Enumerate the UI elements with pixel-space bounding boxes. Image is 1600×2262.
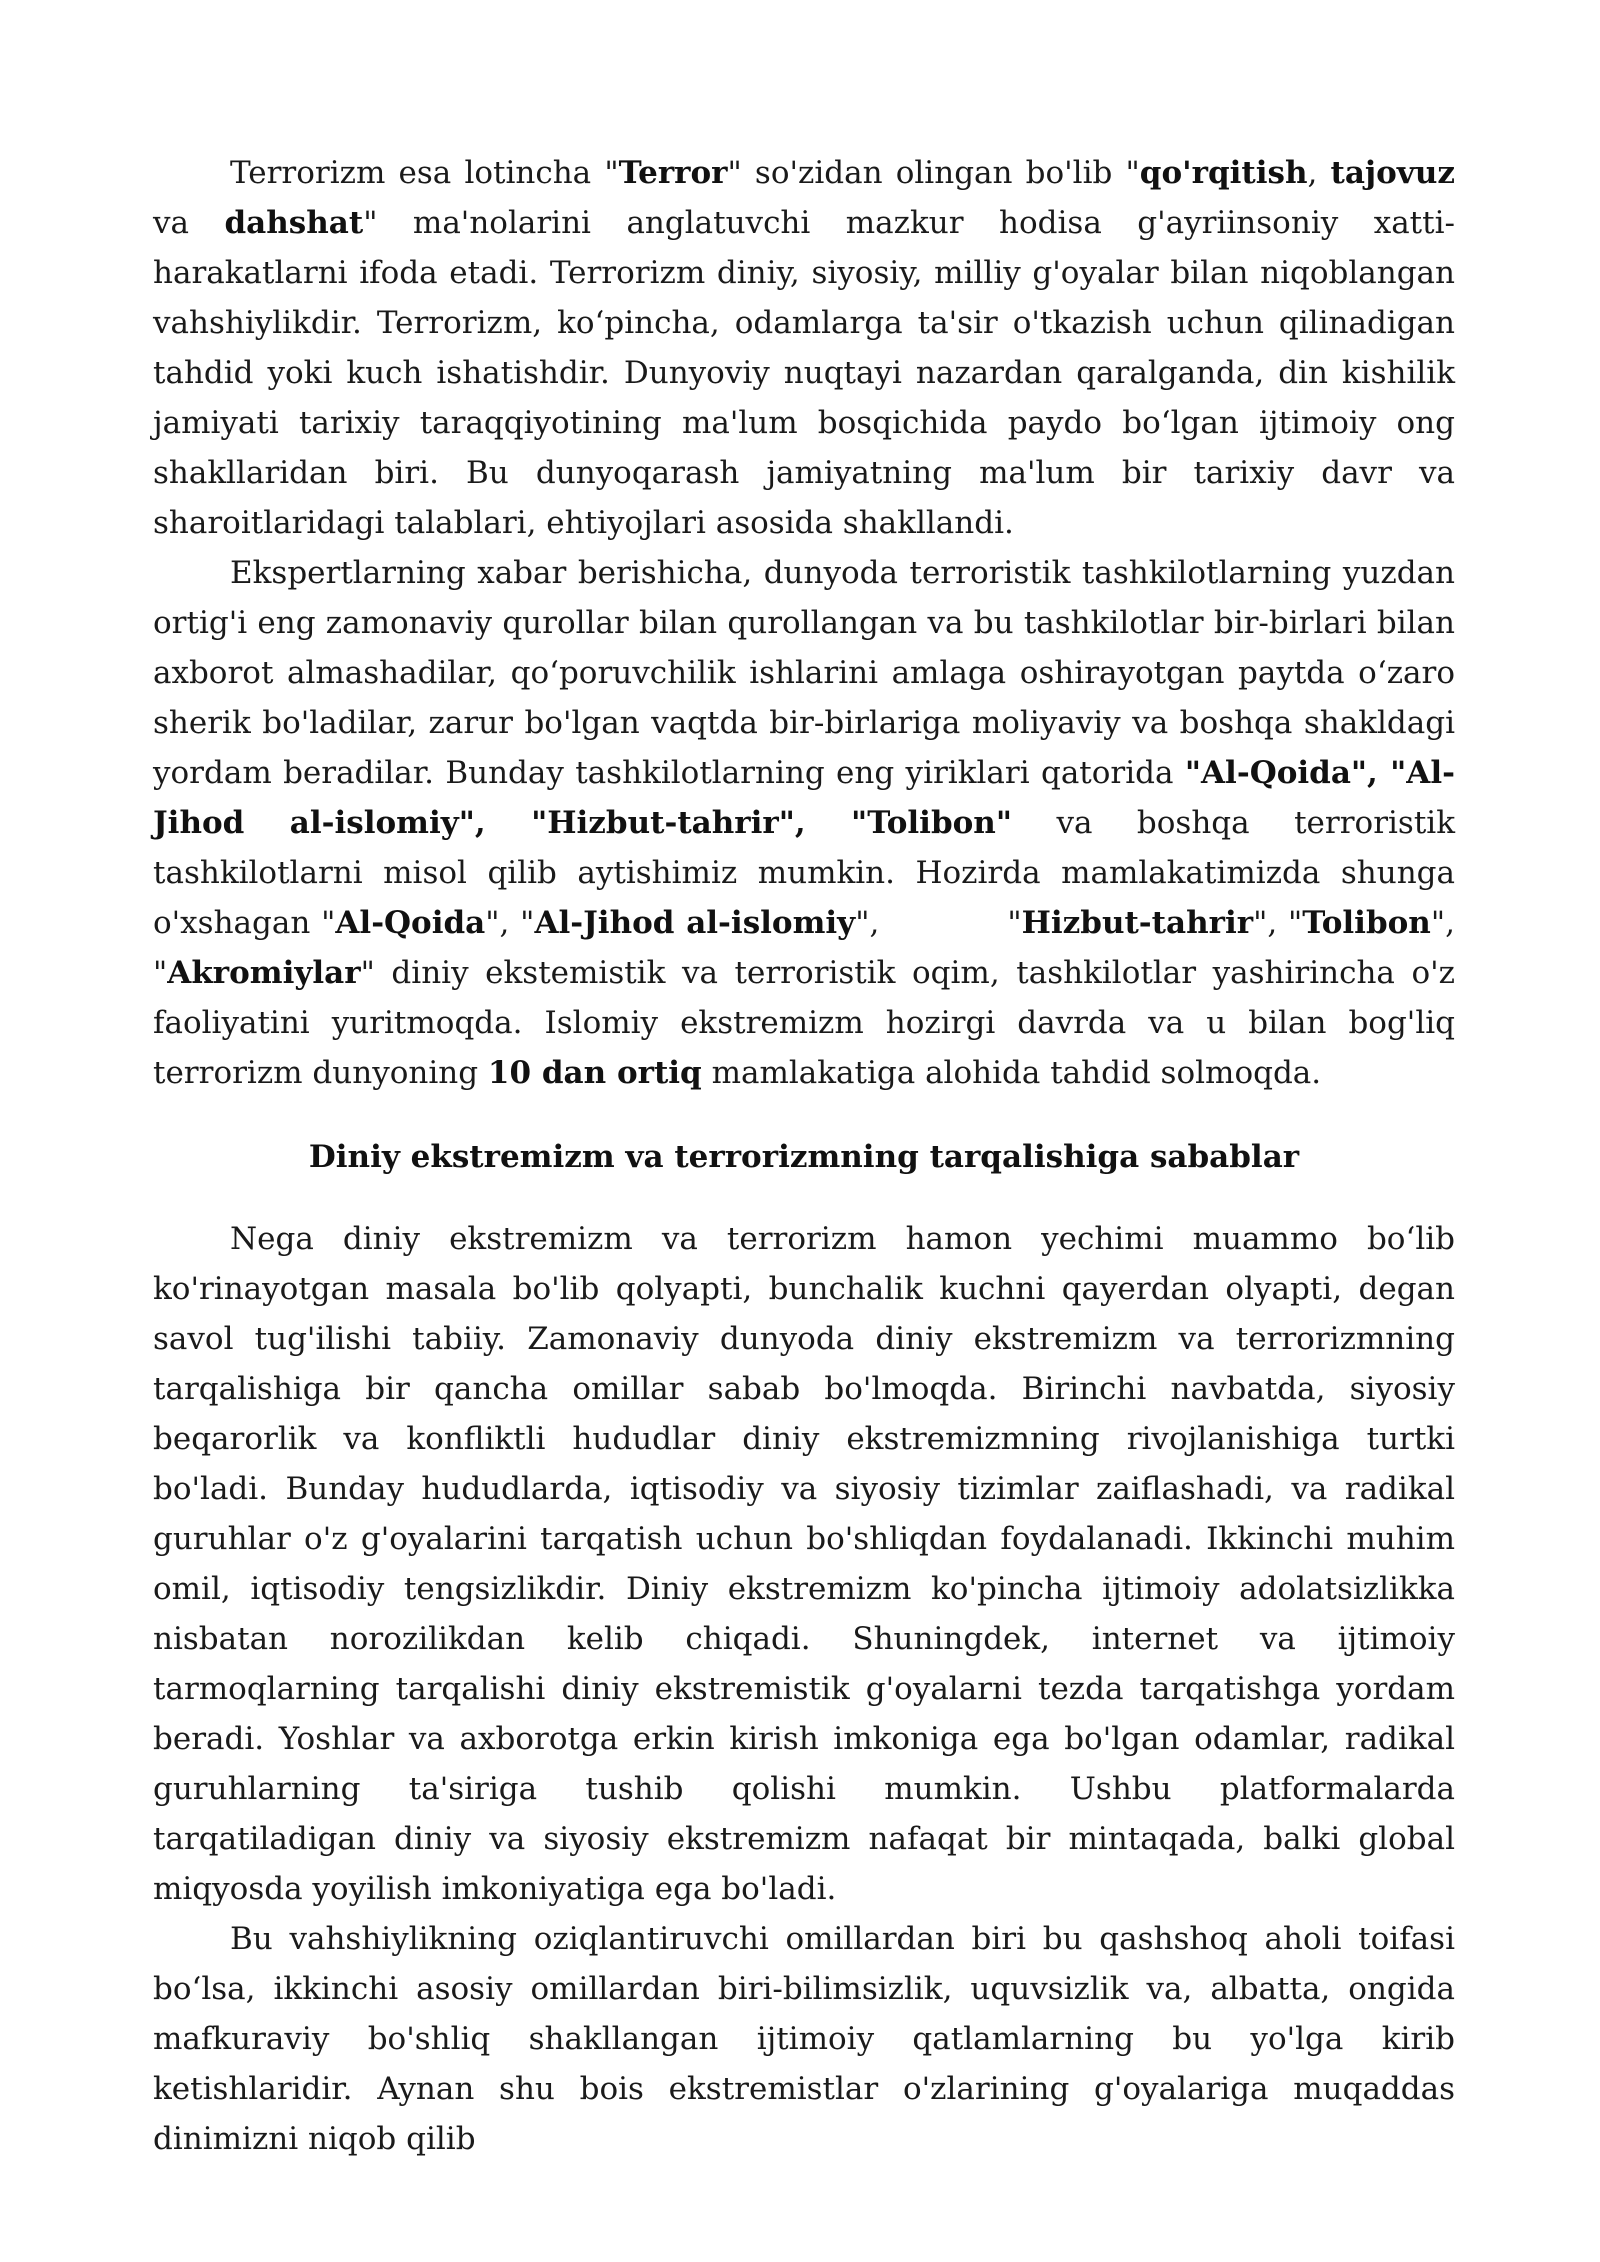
section-heading: Diniy ekstremizm va terrorizmning tarqalishiga sabablar bbox=[308, 1139, 1300, 1175]
text-run: " diniy ekstemistik va terroristik oqim, tashkilotlar yashirincha o'z faoliyatini yuritmoqda. Islomiy ekstremizm hozirgi davrda va u bilan bog'liq terrorizm dunyoning bbox=[153, 955, 1455, 1091]
bold-term: dahshat bbox=[224, 205, 364, 241]
text-run: ", bbox=[855, 905, 880, 941]
text-run: va bbox=[153, 205, 225, 241]
paragraph-factors: Bu vahshiylikning oziqlantiruvchi omillardan biri bu qashshoq aholi toifasi boʻlsa, ikkinchi asosiy omillardan biri-bilimsizlik, uquvsizlik va, albatta, ongida mafkuraviy bo'shliq shakllangan ijtimoiy qatlamlarning bu yo'lga kirib ketishlaridir. Aynan shu bois ekstremistlar o'zlarining g'oyalariga muqaddas dinimizni niqob qilib bbox=[153, 1921, 1455, 2157]
text-run: " bbox=[1007, 905, 1022, 941]
bold-term: Terror bbox=[618, 155, 728, 191]
bold-term: Tolibon bbox=[1302, 905, 1431, 941]
bold-term: Al-Jihod al-islomiy bbox=[534, 905, 856, 941]
bold-term: tajovuz bbox=[1330, 155, 1455, 191]
bold-term: Al-Qoida bbox=[335, 905, 486, 941]
bold-organizations: "Al-Qoida", "Al-Jihod al-islomiy", "Hizbut-tahrir", "Tolibon" bbox=[153, 755, 1455, 841]
text-run: Terrorizm esa lotincha " bbox=[230, 155, 619, 191]
paragraph-causes: Nega diniy ekstremizm va terrorizm hamon yechimi muammo boʻlib ko'rinayotgan masala bo'lib qolyapti, bunchalik kuchni qayerdan olyapti, degan savol tug'ilishi tabiiy. Zamonaviy dunyoda diniy ekstremizm va terrorizmning tarqalishiga bir qancha omillar sabab bo'lmoqda. Birinchi navbatda, siyosiy beqarorlik va konfliktli hududlar diniy ekstremizmning rivojlanishiga turtki bo'ladi. Bunday hududlarda, iqtisodiy va siyosiy tizimlar zaiflashadi, va radikal guruhlar o'z g'oyalarini tarqatish uchun bo'shliqdan foydalanadi. Ikkinchi muhim omil, iqtisodiy tengsizlikdir. Diniy ekstremizm ko'pincha ijtimoiy adolatsizlikka nisbatan norozilikdan kelib chiqadi. Shuningdek, internet va ijtimoiy tarmoqlarning tarqalishi diniy ekstremistik g'oyalarni tezda tarqatishga yordam beradi. Yoshlar va axborotga erkin kirish imkoniga ega bo'lgan odamlar, radikal guruhlarning ta'siriga tushib qolishi mumkin. Ushbu platformalarda tarqatiladigan diniy va siyosiy ekstremizm nafaqat bir mintaqada, balki global miqyosda yoyilish imkoniyatiga ega bo'ladi. bbox=[153, 1221, 1455, 1907]
bold-term: Hizbut-tahrir bbox=[1021, 905, 1254, 941]
bold-term: qo'rqitish bbox=[1139, 155, 1308, 191]
bold-term: 10 dan ortiq bbox=[487, 1055, 702, 1091]
text-run: " ma'nolarini anglatuvchi mazkur hodisa g'ayriinsoniy xatti-harakatlarni ifoda etadi. Terrorizm diniy, siyosiy, milliy g'oyalar bilan niqoblangan vahshiylikdir. Terrorizm, koʻpincha, odamlarga ta'sir o'tkazish uchun qilinadigan tahdid yoki kuch ishatishdir. Dunyoviy nuqtayi nazardan qaralganda, din kishilik jamiyati tarixiy taraqqiyotining ma'lum bosqichida paydo boʻlgan ijtimoiy ong shakllaridan biri. Bu dunyoqarash jamiyatning ma'lum bir tarixiy davr va sharoitlaridagi talablari, ehtiyojlari asosida shakllandi. bbox=[153, 205, 1455, 541]
document-page bbox=[153, 148, 1455, 2164]
text-run: va boshqa terroristik tashkilotlarni misol qilib aytishimiz mumkin. Hozirda mamlakatimizda shunga o'xshagan " bbox=[153, 805, 1455, 941]
text-run: , bbox=[1307, 155, 1331, 191]
text-run: ", " bbox=[485, 905, 535, 941]
text-run: Ekspertlarning xabar berishicha, dunyoda terroristik tashkilotlarning yuzdan ortig'i eng zamonaviy qurollar bilan qurollangan va bu tashkilotlar bir-birlari bilan axborot almashadilar, qoʻporuvchilik ishlarini amlaga oshirayotgan paytda oʻzaro sherik bo'ladilar, zarur bo'lgan vaqtda bir-birlariga moliyaviy va boshqa shakldagi yordam beradilar. Bunday tashkilotlarning eng yiriklari qatorida bbox=[153, 555, 1455, 791]
text-run: mamlakatiga alohida tahdid solmoqda. bbox=[701, 1055, 1322, 1091]
bold-term: Akromiylar bbox=[167, 955, 361, 991]
text-run: ", " bbox=[1253, 905, 1303, 941]
paragraph-terrorist-organizations bbox=[153, 548, 1455, 1098]
text-run: " so'zidan olingan bo'lib " bbox=[727, 155, 1140, 191]
paragraph-terrorism-definition bbox=[153, 148, 1455, 548]
text-run: ", " bbox=[153, 905, 1455, 991]
